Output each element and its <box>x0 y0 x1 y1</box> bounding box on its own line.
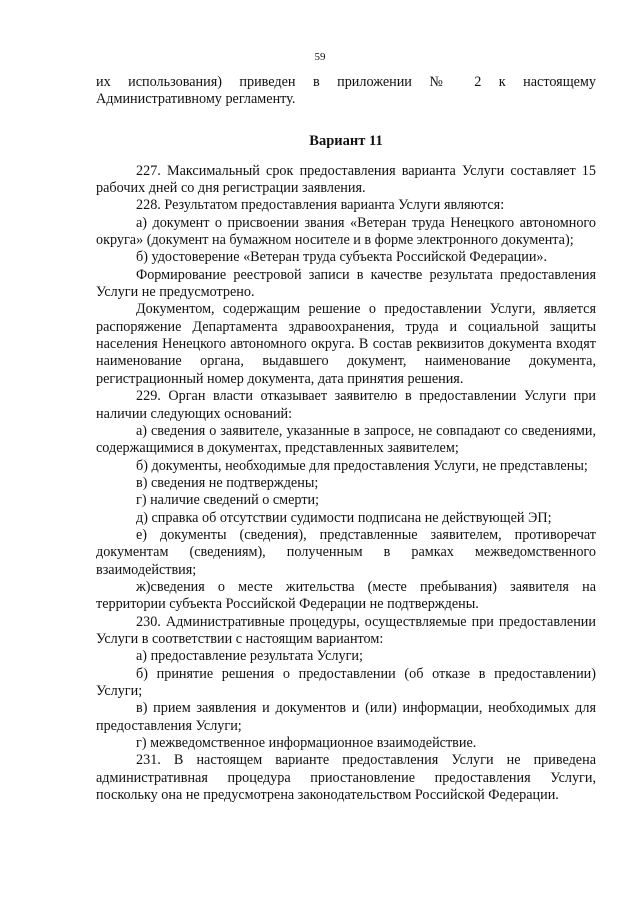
paragraph-231: 231. В настоящем варианте предоставления Услуги не приведена административная процедура приостановление предоставления Услуги, поскольку она не предусмотрена законодательством Российской Федерации. <box>96 752 596 804</box>
paragraph-229-g: г) наличие сведений о смерти; <box>136 492 320 509</box>
paragraph-230-a: а) предоставление результата Услуги; <box>136 648 363 665</box>
paragraph-229-e: е) документы (сведения), представленные заявителем, противоречат документам (сведениям), полученным в рамках межведомственного взаимодействия; <box>96 526 596 578</box>
paragraph-228: 228. Результатом предоставления варианта Услуги являются: <box>136 197 505 214</box>
document-body <box>96 74 596 804</box>
intro-paragraph: их использования) приведен в приложении № 2 к настоящему Административному регламенту. <box>96 74 596 108</box>
paragraph-decision-document: Документом, содержащим решение о предоставлении Услуги, является распоряжение Департамента здравоохранения, труда и социальной защиты населения Ненецкого автономного округа. В состав реквизитов документа входят наименование органа, выдавшего документ, наименование документа, регистрационный номер документа, дата принятия решения. <box>96 301 596 387</box>
paragraph-registry-record: Формирование реестровой записи в качестве результата предоставления Услуги не предусмотрено. <box>96 266 596 301</box>
paragraph-229: 229. Орган власти отказывает заявителю в предоставлении Услуги при наличии следующих оснований: <box>96 388 596 422</box>
paragraph-229-d: д) справка об отсутствии судимости подписана не действующей ЭП; <box>136 509 552 526</box>
paragraph-228-b: б) удостоверение «Ветеран труда субъекта Российской Федерации». <box>136 249 548 266</box>
paragraph-230: 230. Административные процедуры, осуществляемые при предоставлении Услуги в соответствии с настоящим вариантом: <box>96 613 596 647</box>
page-number: 59 <box>314 51 326 63</box>
paragraph-229-v: в) сведения не подтверждены; <box>136 474 319 491</box>
paragraph-229-b: б) документы, необходимые для предоставления Услуги, не представлены; <box>136 457 588 474</box>
paragraph-230-g: г) межведомственное информационное взаимодействие. <box>136 735 477 752</box>
section-heading: Вариант 11 <box>309 132 383 149</box>
paragraph-229-a: а) сведения о заявителе, указанные в запросе, не совпадают со сведениями, содержащимися в документах, представленных заявителем; <box>96 422 596 457</box>
paragraph-230-b: б) принятие решения о предоставлении (об отказе в предоставлении) Услуги; <box>96 665 596 699</box>
paragraph-229-zh: ж)сведения о месте жительства (месте пребывания) заявителя на территории субъекта Российской Федерации не подтверждены. <box>96 578 596 613</box>
paragraph-227: 227. Максимальный срок предоставления варианта Услуги составляет 15 рабочих дней со дня регистрации заявления. <box>96 162 596 197</box>
paragraph-228-a: а) документ о присвоении звания «Ветеран труда Ненецкого автономного округа» (документ на бумажном носителе и в форме электронного документа); <box>96 214 596 249</box>
paragraph-230-v: в) прием заявления и документов и (или) информации, необходимых для предоставления Услуги; <box>96 700 596 734</box>
